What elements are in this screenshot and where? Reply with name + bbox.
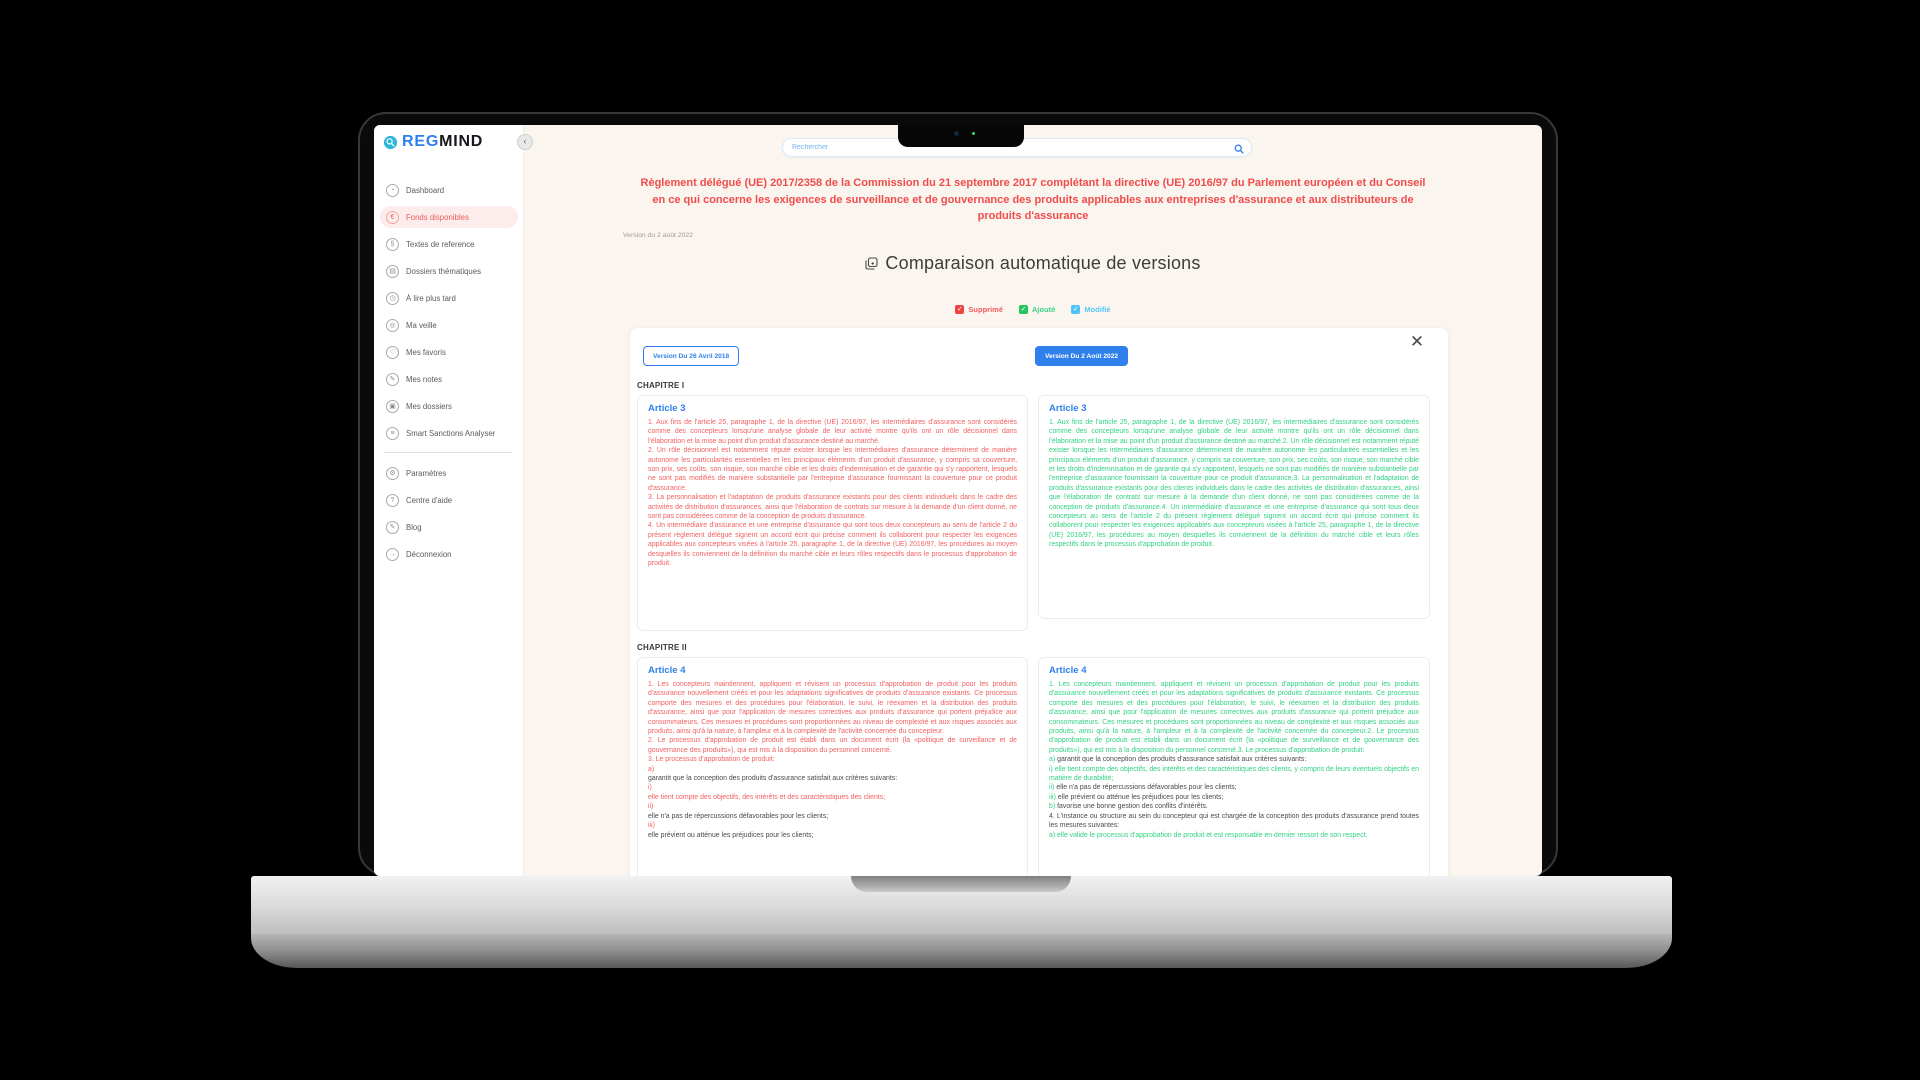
comparison-card (630, 328, 1448, 876)
text-block: elle prévient ou atténue les préjudices pour les clients; (648, 831, 814, 839)
compare-versions-icon (865, 257, 878, 270)
sidebar-divider (384, 452, 512, 453)
checkbox-icon[interactable]: ✓ (956, 306, 963, 313)
sidebar-item[interactable] (380, 489, 518, 511)
funds-icon: € (386, 211, 399, 224)
text-block: 1. Les concepteurs maintiennent, appliquent et révisent un processus d'approbation de produit pour les produits d'assurance nouvellement créés et pour les adaptations significatives de produits d'assurance existants. Ce processus comporte des mesures et des procédures pour l'élaboration, le suivi, le réexamen et la distribution des produits d'assurance, ainsi que pour l'application de mesures correctives aux produits d'assurance qui portent préjudice aux consommateurs. Ces mesures et procédures sont proportionnées au niveau de complexité et aux risques associés aux produits, ainsi qu'à la nature, à l'ampleur et à la complexité de l'activité concernée du concepteur. (648, 681, 1017, 736)
camera-icon (954, 131, 959, 136)
text-block: 2. Le processus d'approbation de produit est établi dans un document écrit (la «politique de surveillance et de gouvernance des produits»), qui est mis à la disposition du personnel concerné. (648, 737, 1017, 754)
sidebar (374, 125, 524, 876)
sidebar-item[interactable] (380, 341, 518, 363)
sidebar-item-label: Textes de reference (406, 239, 475, 249)
sidebar-item[interactable] (380, 287, 518, 309)
legend-label: Modifié (1084, 305, 1111, 314)
chapter-label: CHAPITRE I (637, 381, 685, 390)
app-logo-text: REGMIND (402, 133, 484, 150)
text-block: a) elle valide le processus d'approbation de produit et est responsable en dernier ressort de son respect. (1049, 831, 1368, 839)
sidebar-item-label: Smart Sanctions Analyser (406, 428, 496, 438)
article-title: Article 4 (1049, 665, 1087, 676)
article-text (1049, 680, 1419, 840)
checkbox-icon[interactable]: ✓ (1072, 306, 1079, 313)
sidebar-item-label: Mes notes (406, 374, 442, 384)
text-block: garantit que la conception des produits d'assurance satisfait aux critères suivants: (648, 775, 898, 783)
legend-item[interactable] (1071, 305, 1110, 314)
folders-icon: ▣ (386, 400, 399, 413)
sidebar-item-label: Centre d'aide (406, 495, 453, 505)
text-block: b) favorise une bonne gestion des conflits d'intérêts. (1049, 803, 1208, 811)
article-title: Article 3 (648, 403, 686, 414)
thematic-folders-icon: ▤ (386, 265, 399, 278)
sidebar-item[interactable] (380, 260, 518, 282)
laptop-bezel (358, 112, 1558, 876)
laptop-base (251, 876, 1672, 968)
version-left-button[interactable]: Version Du 26 Avril 2018 (643, 346, 739, 366)
sidebar-item[interactable] (380, 206, 518, 228)
legend-label: Ajouté (1032, 305, 1056, 314)
sidebar-item[interactable] (380, 314, 518, 336)
sidebar-item-label: Blog (406, 522, 422, 532)
text-block: 3. Le processus d'approbation de produit: (648, 756, 775, 764)
sidebar-item[interactable] (380, 422, 518, 444)
article-box-old (637, 395, 1028, 631)
document-version-label: Version du 2 août 2022 (623, 232, 693, 239)
text-block: iii) elle prévient ou atténue les préjudices pour les clients; (1049, 793, 1224, 801)
text-block: a) (648, 765, 655, 773)
sidebar-item[interactable] (380, 516, 518, 538)
document-title: Règlement délégué (UE) 2017/2358 de la Commission du 21 septembre 2017 complétant la directive (UE) 2016/97 du Parlement européen et du Conseil en ce qui concerne les exigences de surveillance et de gouvernance des produits applicables aux entreprises d'assurance et aux distributeurs de produits d'assurance (640, 177, 1426, 222)
sidebar-item-label: Dossiers thématiques (406, 266, 481, 276)
sidebar-item-label: Déconnexion (406, 549, 452, 559)
legend-item[interactable] (1019, 305, 1055, 314)
text-block: 4. Un intermédiaire d'assurance et une entreprise d'assurance qui sont tous deux concepteurs au sens de l'article 2 du présent règlement délégué signent un accord écrit qui précise comment ils collaborent pour respecter les exigences applicables aux concepteurs visées à l'article 25, paragraphe 1, de la directive (UE) 2016/97, les procédures au moyen desquelles ils conviennent de la définition du marché cible et leurs rôles respectifs dans le processus d'approbation de produit. (648, 522, 1017, 568)
sidebar-collapse-button[interactable]: ‹ (517, 134, 533, 150)
settings-icon: ⚙ (386, 467, 399, 480)
article-box-old (637, 657, 1028, 876)
legend-label: Supprimé (968, 305, 1003, 314)
article-box-new (1038, 395, 1430, 619)
sidebar-item-label: Fonds disponibles (406, 212, 469, 222)
logo-magnifier-icon (383, 135, 398, 150)
sidebar-item-label: À lire plus tard (406, 293, 456, 303)
text-block: ii) elle n'a pas de répercussions défavorables pour les clients; (1049, 784, 1237, 792)
text-block: i) (648, 784, 652, 792)
logout-icon: → (386, 548, 399, 561)
laptop-notch (898, 125, 1024, 147)
article-text (1049, 418, 1419, 550)
text-block: 1. Aux fins de l'article 25, paragraphe 1, de la directive (UE) 2016/97, les intermédiaires d'assurance sont considérés comme des concepteurs lorsqu'une analyse globale de leur activité montre qu'ils ont un rôle décisionnel dans l'élaboration et la mise au point d'un produit d'assurance destiné au marché.2. Un rôle décisionnel est notamment réputé exister lorsque les intermédiaires d'assurance déterminent de manière autonome les particularités essentielles et les principaux éléments d'un produit d'assurance, y compris sa couverture, son prix, ses coûts, son risque, son marché cible et les droits d'indemnisation et de garantie qui s'y rapportent, lesquels ne sont pas modifiés de manière substantielle par l'entreprise d'assurance fournissant la couverture pour ce produit d'assurance.3. La personnalisation et l'adaptation de produits d'assurance existants pour des clients individuels dans le cadre des activités de distribution d'assurances, ainsi que l'élaboration de contrats sur mesure à la demande d'un client donné, ne sont pas considérées comme de la conception de produits d'assurance.4. Un intermédiaire d'assurance et une entreprise d'assurance qui sont tous deux concepteurs au sens de l'article 2 du présent règlement délégué signent un accord écrit qui précise comment ils collaborent pour respecter les exigences applicables aux concepteurs visées à l'article 25, paragraphe 1, de la directive (UE) 2016/97, les procédures au moyen desquelles ils conviennent de la définition du marché cible et leurs rôles respectifs dans le processus d'approbation de produit. (1049, 419, 1419, 549)
laptop-hinge-scoop (851, 876, 1071, 892)
article-text (648, 680, 1017, 840)
text-block: 3. La personnalisation et l'adaptation de produits d'assurance existants pour des clients individuels dans le cadre des activités de distribution d'assurances, ainsi que l'élaboration de contrats sur mesure à la demande d'un client donné, ne sont pas considérées comme de la conception de produits d'assurance. (648, 494, 1017, 521)
checkbox-icon[interactable]: ✓ (1020, 306, 1027, 313)
text-block: ii) (648, 803, 654, 811)
sidebar-item[interactable] (380, 368, 518, 390)
smart-sanctions-icon: ≡ (386, 427, 399, 440)
sidebar-item-label: Paramètres (406, 468, 447, 478)
sidebar-item[interactable] (380, 395, 518, 417)
text-block: i) elle tient compte des objectifs, des intérêts et des caractéristiques des clients, y compris de leurs éventuels objectifs en matière de durabilité; (1049, 765, 1419, 783)
article-box-new (1038, 657, 1430, 876)
text-block: iii) (648, 822, 655, 830)
camera-led-icon (972, 132, 975, 135)
version-right-button[interactable]: Version Du 2 Août 2022 (1035, 346, 1128, 366)
sidebar-item[interactable] (380, 543, 518, 565)
close-icon[interactable]: ✕ (1405, 330, 1429, 354)
chapter-label: CHAPITRE II (637, 643, 687, 652)
blog-icon: ✎ (386, 521, 399, 534)
article-title: Article 3 (1049, 403, 1087, 414)
reference-texts-icon: § (386, 238, 399, 251)
sidebar-item[interactable] (380, 462, 518, 484)
app-window (374, 125, 1542, 876)
dashboard-icon: ◔ (386, 184, 399, 197)
sidebar-item-label: Dashboard (406, 185, 445, 195)
article-title: Article 4 (648, 665, 686, 676)
text-block: a) garantit que la conception des produits d'assurance satisfait aux critères suivants: (1049, 756, 1307, 764)
text-block: elle tient compte des objectifs, des intérêts et des caractéristiques des clients; (648, 793, 886, 801)
article-text (648, 418, 1017, 569)
text-block: 1. Les concepteurs maintiennent, appliquent et révisent un processus d'approbation de produit pour les produits d'assurance nouvellement créés et pour les adaptations significatives de produits d'assurance existants. Ce processus comporte des mesures et des procédures pour l'élaboration, le suivi, le réexamen et la distribution des produits d'assurance, ainsi que pour l'application de mesures correctives aux produits d'assurance qui portent préjudice aux consommateurs. Ces mesures et procédures sont proportionnées au niveau de complexité et aux risques associés aux produits, ainsi qu'à la nature, à l'ampleur et à la complexité de l'activité concernée du concepteur.2. Le processus d'approbation de produit est établi dans un document écrit (la «politique de surveillance et de gouvernance des produits»), qui est mis à la disposition du personnel concerné.3. Le processus d'approbation de produit: (1049, 681, 1419, 754)
notes-icon: ✎ (386, 373, 399, 386)
sidebar-item[interactable] (380, 179, 518, 201)
app-logo[interactable] (383, 133, 483, 151)
sidebar-item-label: Mes dossiers (406, 401, 452, 411)
legend-item[interactable] (955, 305, 1003, 314)
help-icon: ? (386, 494, 399, 507)
sidebar-item-label: Ma veille (406, 320, 437, 330)
favorites-icon: ♡ (386, 346, 399, 359)
text-block: elle n'a pas de répercussions défavorables pour les clients; (648, 812, 829, 820)
search-icon[interactable] (1234, 144, 1244, 154)
watch-icon: ◎ (386, 319, 399, 332)
comparison-heading-text: Comparaison automatique de versions (885, 253, 1201, 273)
sidebar-item-label: Mes favoris (406, 347, 446, 357)
text-block: 2. Un rôle décisionnel est notamment réputé exister lorsque les intermédiaires d'assurance déterminent de manière autonome les particularités essentielles et les principaux éléments d'un produit d'assurance, y compris sa couverture, son prix, ses coûts, son risque, son marché cible et les droits d'indemnisation et de garantie qui s'y rapportent, lesquels ne sont pas modifiés de manière substantielle par l'entreprise d'assurance fournissant la couverture pour ce produit d'assurance. (648, 447, 1017, 492)
sidebar-item[interactable] (380, 233, 518, 255)
legend (524, 305, 1542, 314)
text-block: 4. L'instance ou structure au sein du concepteur qui est chargée de la conception des produits d'assurance prend toutes les mesures suivantes: (1049, 812, 1419, 830)
read-later-icon: ◷ (386, 292, 399, 305)
text-block: 1. Aux fins de l'article 25, paragraphe 1, de la directive (UE) 2016/97, les intermédiaires d'assurance sont considérés comme des concepteurs lorsqu'une analyse globale de leur activité montre qu'ils ont un rôle décisionnel dans l'élaboration et la mise au point d'un produit d'assurance destiné au marché. (648, 419, 1017, 445)
laptop-base-bottom (251, 934, 1672, 968)
comparison-heading (524, 253, 1542, 274)
